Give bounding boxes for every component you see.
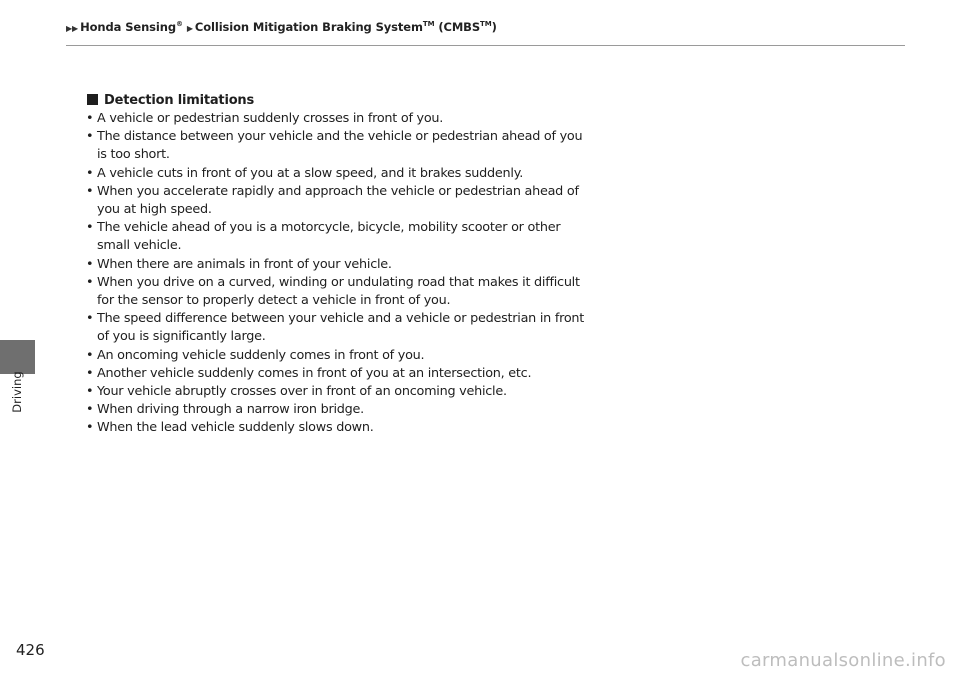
arrow-right-icon: ▶▶ bbox=[66, 24, 79, 33]
header-divider bbox=[66, 45, 905, 46]
bullet-icon: • bbox=[86, 311, 94, 327]
limitations-list bbox=[86, 110, 586, 438]
bullet-icon: • bbox=[86, 402, 94, 418]
list-item: • When there are animals in front of your vehicle. bbox=[86, 256, 586, 274]
breadcrumb-cmbs[interactable]: Collision Mitigation Braking System™ (CMBS™) bbox=[194, 20, 497, 34]
bullet-icon: • bbox=[86, 165, 94, 181]
bullet-icon: • bbox=[86, 220, 94, 236]
bullet-icon: • bbox=[86, 256, 94, 272]
list-item: • When you accelerate rapidly and approach the vehicle or pedestrian ahead of you at high speed. bbox=[86, 183, 579, 218]
list-item: • Another vehicle suddenly comes in front of you at an intersection, etc. bbox=[86, 365, 586, 383]
list-item: • A vehicle or pedestrian suddenly crosses in front of you. bbox=[86, 110, 586, 128]
list-item: • The vehicle ahead of you is a motorcycle, bicycle, mobility scooter or other small vehicle. bbox=[86, 220, 561, 254]
bullet-icon: • bbox=[86, 183, 94, 199]
bullet-icon: • bbox=[86, 274, 94, 290]
arrow-right-icon: ▶ bbox=[186, 24, 193, 33]
watermark: carmanualsonline.info bbox=[740, 650, 946, 671]
bullet-icon: • bbox=[86, 365, 94, 381]
bullet-icon: • bbox=[86, 111, 94, 126]
page-number: 426 bbox=[16, 641, 45, 659]
bullet-icon: • bbox=[86, 420, 94, 436]
list-item: • When you drive on a curved, winding or undulating road that makes it difficult for the sensor to properly detect a vehicle in front of you. bbox=[86, 274, 580, 309]
breadcrumb bbox=[66, 20, 497, 34]
list-item: • When driving through a narrow iron bridge. bbox=[86, 401, 586, 419]
breadcrumb-honda-sensing[interactable]: Honda Sensing® bbox=[80, 20, 183, 34]
chapter-tab-marker bbox=[0, 340, 35, 374]
chapter-label: Driving bbox=[10, 371, 24, 413]
bullet-icon: • bbox=[86, 384, 94, 400]
list-item: • A vehicle cuts in front of you at a slow speed, and it brakes suddenly. bbox=[86, 165, 586, 183]
list-item: • When the lead vehicle suddenly slows down. bbox=[86, 419, 586, 437]
bullet-icon: • bbox=[86, 129, 94, 145]
list-item: • An oncoming vehicle suddenly comes in front of you. bbox=[86, 347, 586, 365]
section-heading: Detection limitations bbox=[86, 92, 586, 110]
bullet-icon: • bbox=[86, 347, 94, 363]
list-item: • The distance between your vehicle and the vehicle or pedestrian ahead of you is too short. bbox=[86, 129, 583, 163]
list-item: • Your vehicle abruptly crosses over in front of an oncoming vehicle. bbox=[86, 383, 586, 401]
detection-limitations-section bbox=[86, 92, 586, 438]
list-item: • The speed difference between your vehicle and a vehicle or pedestrian in front of you is significantly large. bbox=[86, 311, 585, 345]
square-bullet-icon bbox=[87, 94, 98, 105]
